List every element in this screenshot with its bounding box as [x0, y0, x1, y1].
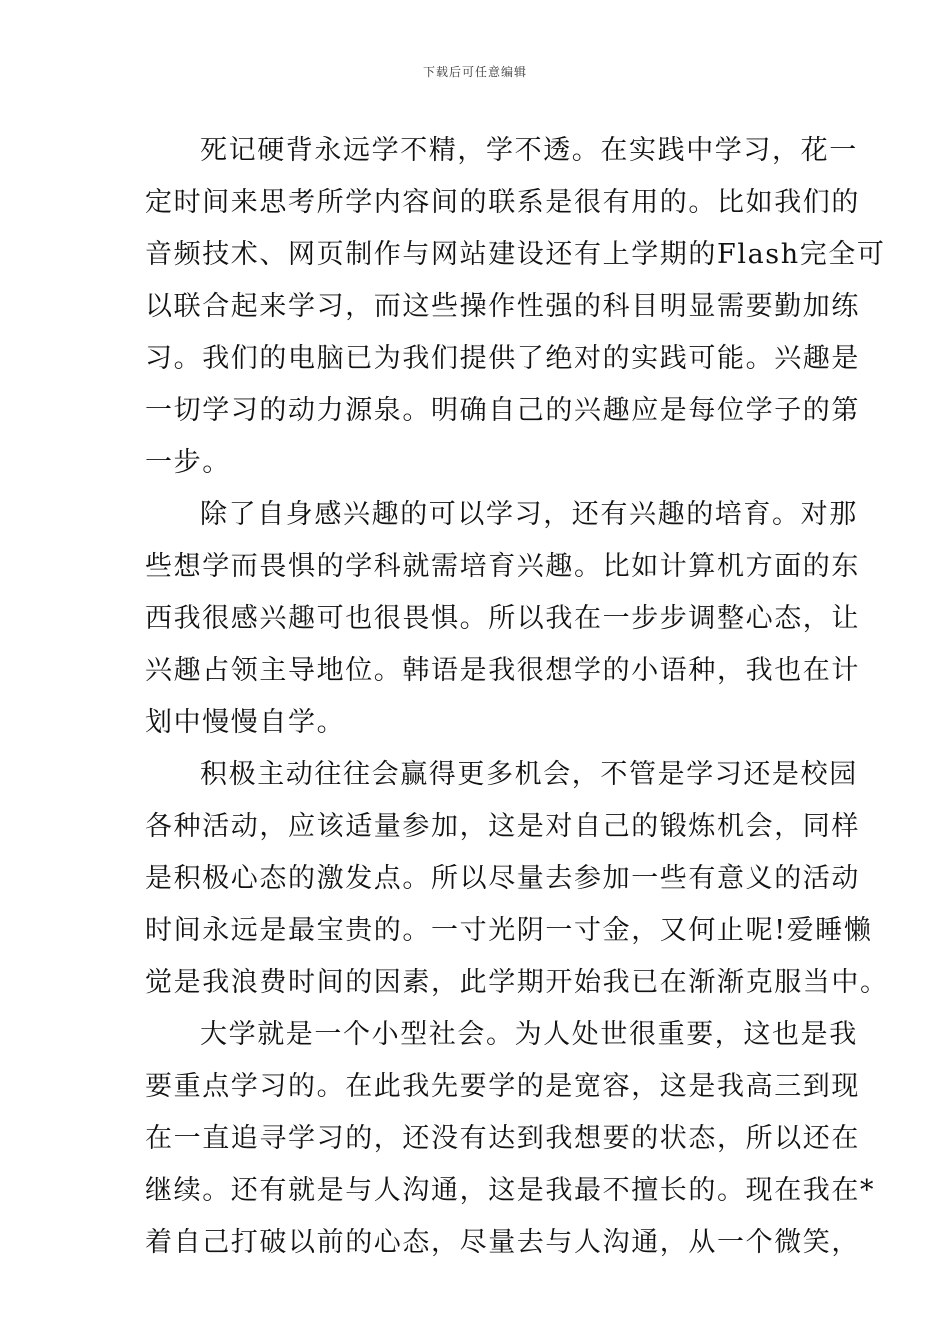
text-line: 着自己打破以前的心态，尽量去与人沟通，从一个微笑， — [145, 1227, 860, 1258]
text-line: 各种活动，应该适量参加，这是对自己的锻炼机会，同样 — [145, 811, 860, 842]
text-line: 觉是我浪费时间的因素，此学期开始我已在渐渐克服当中。 — [145, 967, 889, 998]
paragraph-3 — [145, 749, 889, 1009]
text-line: 死记硬背永远学不精，学不透。在实践中学习，花一 — [200, 135, 858, 166]
text-line: 在一直追寻学习的，还没有达到我想要的状态，所以还在 — [145, 1123, 860, 1154]
text-line: 划中慢慢自学。 — [145, 707, 346, 738]
paragraph-4 — [145, 1009, 876, 1269]
text-line: 西我很感兴趣可也很畏惧。所以我在一步步调整心态，让 — [145, 603, 860, 634]
page-header: 下载后可任意编辑 — [422, 65, 527, 79]
text-line: 习。我们的电脑已为我们提供了绝对的实践可能。兴趣是 — [145, 343, 860, 374]
paragraph-2 — [145, 489, 860, 749]
text-line: 是积极心态的激发点。所以尽量去参加一些有意义的活动 — [145, 863, 860, 894]
text-line: 以联合起来学习，而这些操作性强的科目明显需要勤加练 — [145, 291, 860, 322]
text-line: 继续。还有就是与人沟通，这是我最不擅长的。现在我在* — [145, 1175, 876, 1206]
text-line: 大学就是一个小型社会。为人处世很重要，这也是我 — [200, 1019, 858, 1050]
text-line: 一切学习的动力源泉。明确自己的兴趣应是每位学子的第 — [145, 395, 860, 426]
text-line: 积极主动往往会赢得更多机会，不管是学习还是校园 — [200, 759, 858, 790]
document-body — [145, 125, 889, 1269]
text-line: 兴趣占领主导地位。韩语是我很想学的小语种，我也在计 — [145, 655, 860, 686]
text-line: 些想学而畏惧的学科就需培育兴趣。比如计算机方面的东 — [145, 551, 860, 582]
text-line: 音频技术、网页制作与网站建设还有上学期的Flash完全可 — [145, 239, 886, 270]
text-line: 要重点学习的。在此我先要学的是宽容，这是我高三到现 — [145, 1071, 860, 1102]
paragraph-1 — [145, 125, 886, 489]
text-line: 一步。 — [145, 447, 231, 478]
text-line: 定时间来思考所学内容间的联系是很有用的。比如我们的 — [145, 187, 860, 218]
text-line: 时间永远是最宝贵的。一寸光阴一寸金，又何止呢!爱睡懒 — [145, 915, 873, 946]
text-line: 除了自身感兴趣的可以学习，还有兴趣的培育。对那 — [200, 499, 858, 530]
